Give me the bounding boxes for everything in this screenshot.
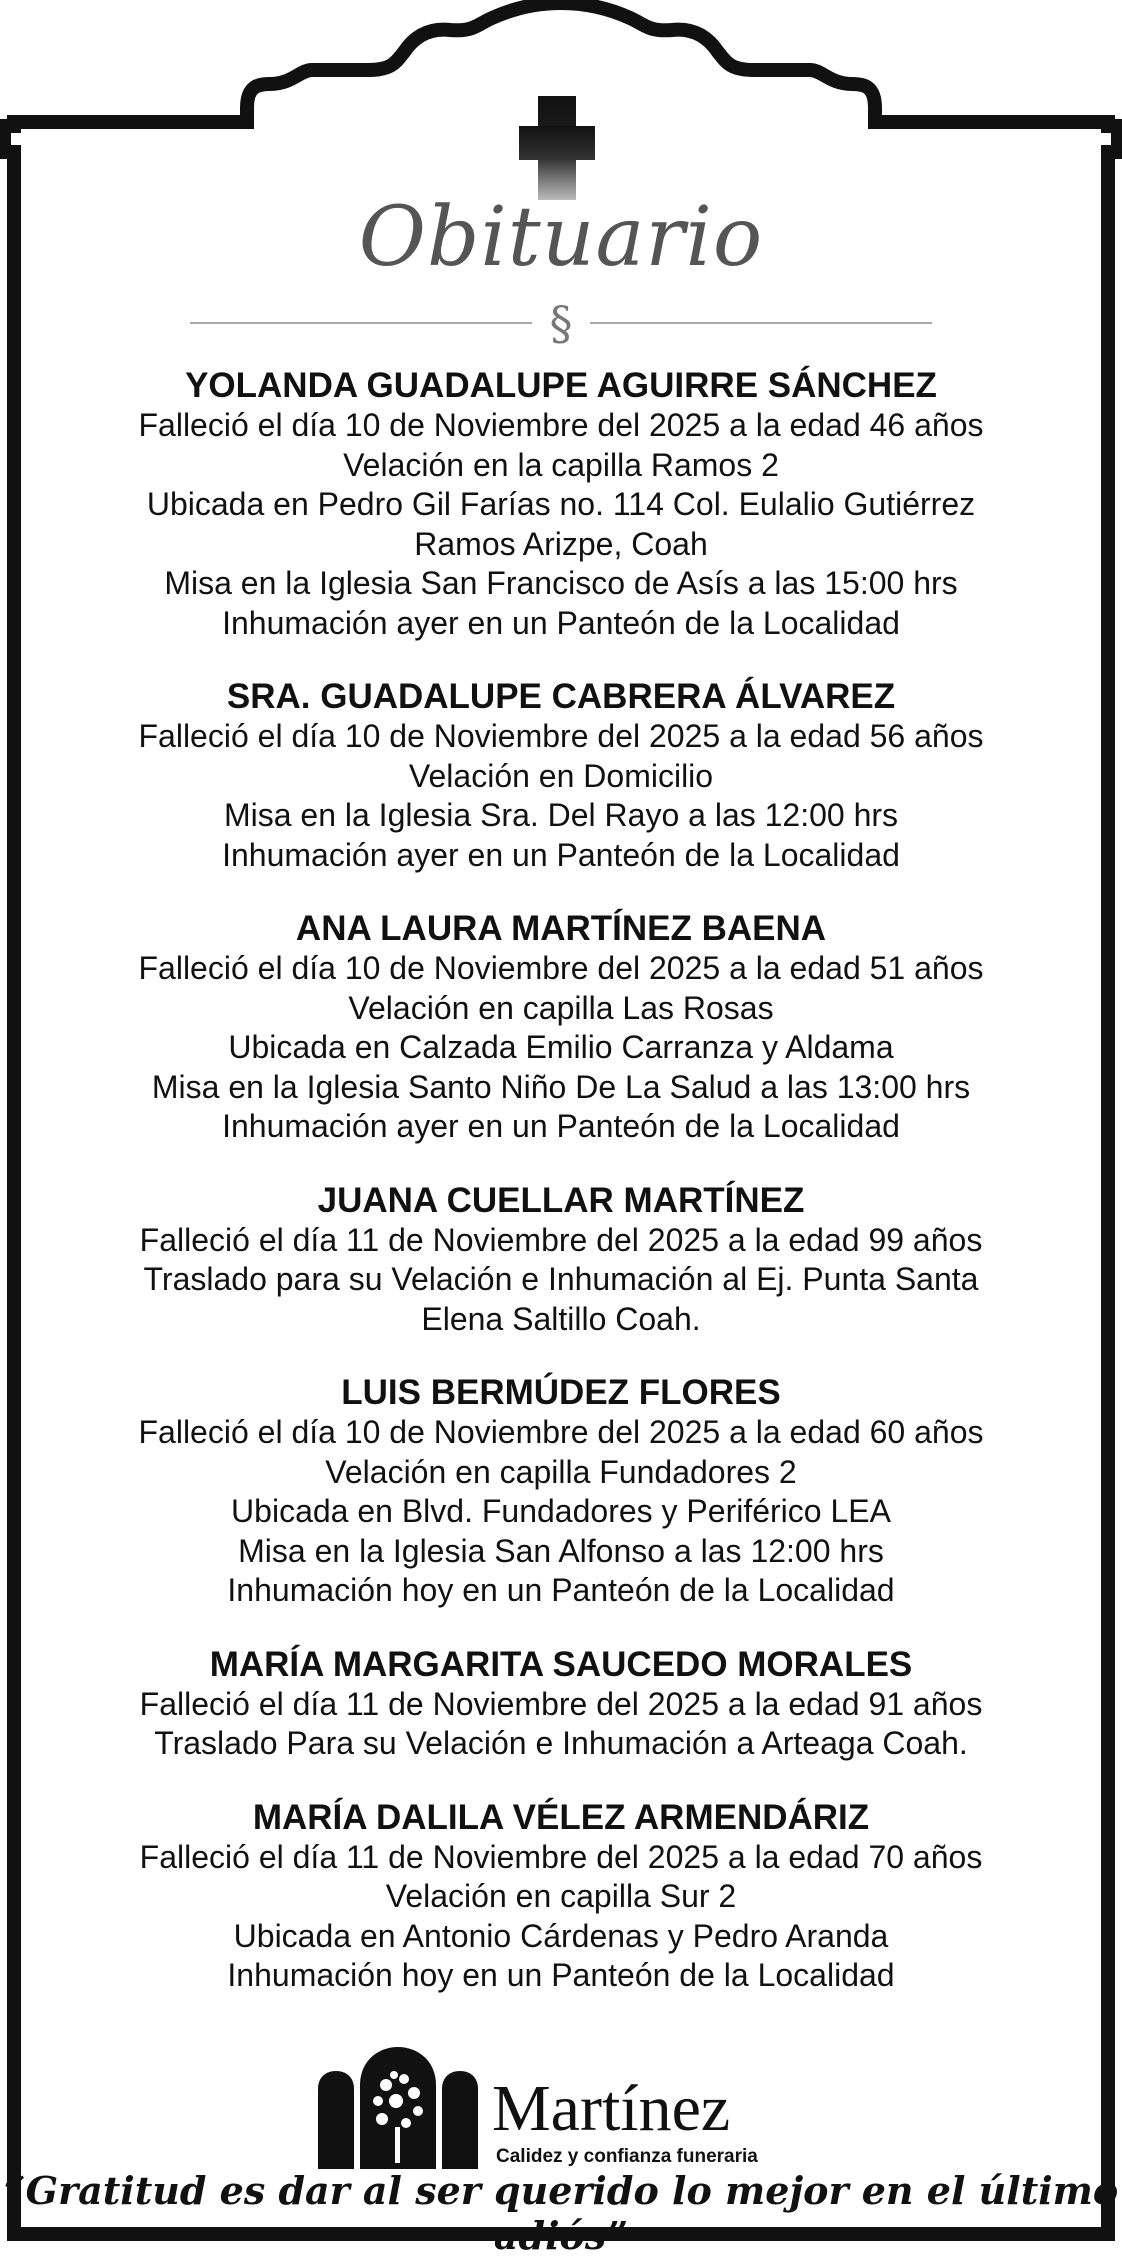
obituary-detail-line: Misa en la Iglesia Santo Niño De La Salud a las 13:00 hrs: [151, 1068, 971, 1105]
obituary-entry: [40, 1645, 1082, 1764]
deceased-name: ANA LAURA MARTÍNEZ BAENA: [295, 909, 827, 948]
funeral-home-brand: Martínez: [492, 2072, 731, 2145]
deceased-name: JUANA CUELLAR MARTÍNEZ: [317, 1180, 805, 1220]
obituary-detail-line: Falleció el día 10 de Noviembre del 2025 a la edad 60 años: [138, 1414, 984, 1450]
obituary-detail-line: Ubicada en Antonio Cárdenas y Pedro Aranda: [233, 1917, 889, 1954]
deceased-name: MARÍA MARGARITA SAUCEDO MORALES: [209, 1644, 913, 1684]
obituary-detail-line: Elena Saltillo Coah.: [421, 1300, 701, 1337]
obituary-detail-line: Inhumación hoy en un Panteón de la Localidad: [227, 1572, 895, 1608]
obituary-detail-line: Velación en la capilla Ramos 2: [343, 446, 779, 483]
divider-right: [590, 322, 932, 324]
funeral-home-logo-icon: [316, 2045, 480, 2169]
obituary-detail-line: Misa en la Iglesia Sra. Del Rayo a las 12:00 hrs: [223, 797, 899, 833]
obituary-detail-line: Inhumación ayer en un Panteón de la Localidad: [222, 604, 900, 641]
obituary-detail-line: Falleció el día 11 de Noviembre del 2025 a la edad 91 años: [139, 1685, 983, 1722]
obituary-detail-line: Misa en la Iglesia San Alfonso a las 12:00 hrs: [238, 1532, 884, 1569]
obituary-detail-line: Inhumación hoy en un Panteón de la Localidad: [227, 1957, 895, 1993]
deceased-name: SRA. GUADALUPE CABRERA ÁLVAREZ: [226, 677, 896, 716]
obituary-detail-line: Velación en Domicilio: [408, 757, 714, 794]
obituary-detail-line: Inhumación ayer en un Panteón de la Localidad: [222, 836, 900, 873]
obituary-detail-line: Ubicada en Blvd. Fundadores y Periférico LEA: [231, 1493, 891, 1529]
obituary-detail-line: Falleció el día 10 de Noviembre del 2025 a la edad 56 años: [138, 718, 984, 754]
divider-left: [190, 322, 532, 324]
page-title: Obituario: [358, 190, 764, 285]
obituary-detail-line: Ubicada en Calzada Emilio Carranza y Aldama: [228, 1029, 894, 1065]
deceased-name: LUIS BERMÚDEZ FLORES: [341, 1373, 781, 1412]
obituary-detail-line: Traslado Para su Velación e Inhumación a Arteaga Coah.: [154, 1725, 968, 1761]
obituary-detail-line: Falleció el día 10 de Noviembre del 2025 a la edad 46 años: [138, 407, 984, 443]
obituary-detail-line: Velación en capilla Las Rosas: [348, 989, 774, 1026]
funeral-home-tagline: Calidez y confianza funeraria: [496, 2146, 758, 2167]
obituary-detail-line: Ubicada en Pedro Gil Farías no. 114 Col. Eulalio Gutiérrez: [146, 486, 976, 522]
obituary-list: [40, 366, 1082, 2030]
obituary-entry: [40, 677, 1082, 875]
obituary-entry: [40, 909, 1082, 1147]
deceased-name: MARÍA DALILA VÉLEZ ARMENDÁRIZ: [252, 1797, 870, 1837]
obituary-detail-line: Ramos Arizpe, Coah: [414, 525, 708, 562]
obituary-entry: [40, 1373, 1082, 1611]
obituary-detail-line: Inhumación ayer en un Panteón de la Localidad: [222, 1108, 900, 1144]
cross-icon-bar: [519, 126, 595, 160]
obituary-detail-line: Falleció el día 11 de Noviembre del 2025 a la edad 99 años: [139, 1221, 983, 1258]
deceased-name: YOLANDA GUADALUPE AGUIRRE SÁNCHEZ: [185, 366, 937, 405]
obituary-detail-line: Velación en capilla Fundadores 2: [325, 1453, 797, 1490]
obituary-entry: [40, 1181, 1082, 1340]
obituary-entry: [40, 1798, 1082, 1996]
obituary-entry: [40, 366, 1082, 643]
section-ornament-icon: §: [549, 296, 573, 350]
footer-motto: “Gratitud es dar al ser querido lo mejor en el último adiós”: [3, 2168, 1119, 2258]
obituary-detail-line: Traslado para su Velación e Inhumación al Ej. Punta Santa: [143, 1261, 979, 1297]
obituary-detail-line: Falleció el día 11 de Noviembre del 2025 a la edad 70 años: [139, 1838, 983, 1875]
obituary-detail-line: Velación en capilla Sur 2: [385, 1878, 737, 1914]
obituary-detail-line: Falleció el día 10 de Noviembre del 2025 a la edad 51 años: [138, 950, 984, 986]
obituary-detail-line: Misa en la Iglesia San Francisco de Asís a las 15:00 hrs: [164, 565, 958, 601]
